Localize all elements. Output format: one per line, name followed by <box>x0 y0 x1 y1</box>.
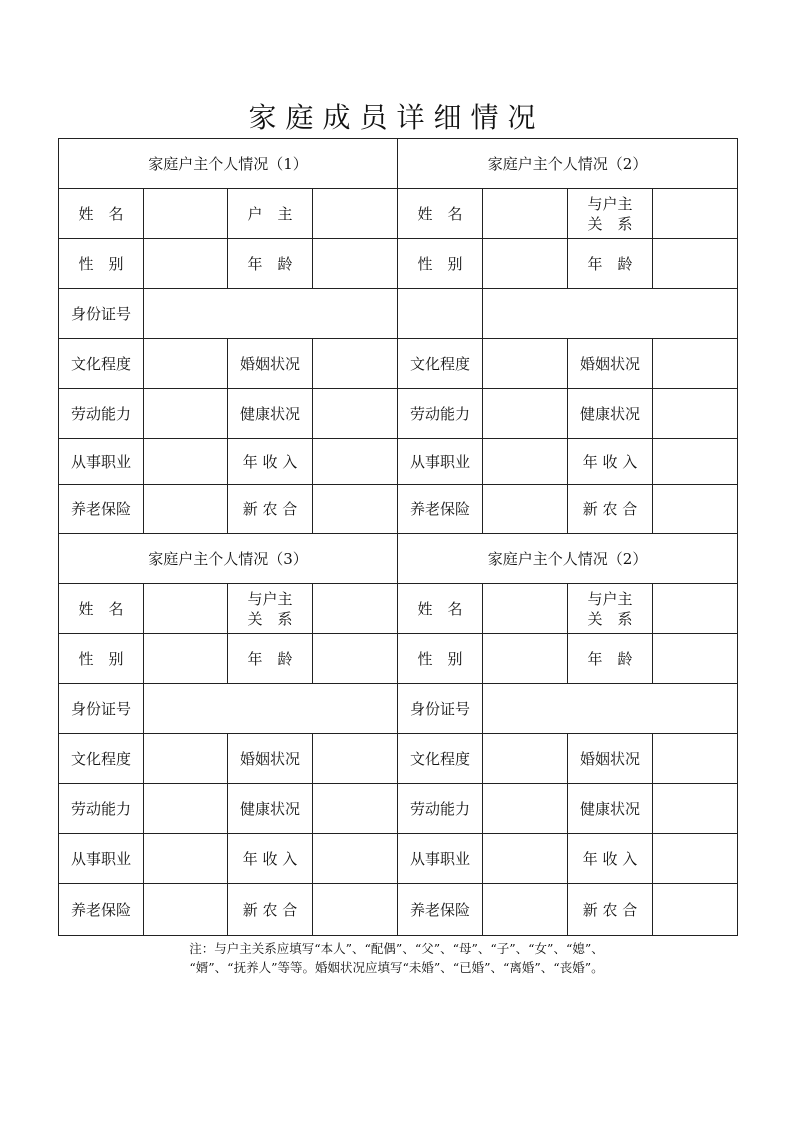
s2-right-income-field[interactable] <box>653 834 738 884</box>
s1-left-income-label: 年 收 入 <box>228 439 313 485</box>
s2-left-marital-label: 婚姻状况 <box>228 734 313 784</box>
s1-row-occupation <box>59 439 738 485</box>
s1-left-occupation-label: 从事职业 <box>59 439 144 485</box>
family-member-form <box>58 138 738 936</box>
s2-left-education-field[interactable] <box>144 734 228 784</box>
s2-right-medical-label: 新 农 合 <box>568 884 653 936</box>
s1-row-labor <box>59 389 738 439</box>
relation-line-1: 与户主 <box>247 589 293 608</box>
s2-right-id-field[interactable] <box>483 684 738 734</box>
s2-left-labor-field[interactable] <box>144 784 228 834</box>
s1-row-id <box>59 289 738 339</box>
s1-left-name-field[interactable] <box>144 189 228 239</box>
s2-right-pension-label: 养老保险 <box>398 884 483 936</box>
s2-right-age-field[interactable] <box>653 634 738 684</box>
s1-left-health-field[interactable] <box>313 389 398 439</box>
s2-left-labor-label: 劳动能力 <box>59 784 144 834</box>
s1-left-marital-label: 婚姻状况 <box>228 339 313 389</box>
s1-left-householder-field[interactable] <box>313 189 398 239</box>
s2-row-name <box>59 584 738 634</box>
s2-left-age-label: 年 龄 <box>228 634 313 684</box>
s2-right-relation-label <box>568 584 653 634</box>
s1-left-medical-label: 新 农 合 <box>228 485 313 534</box>
s2-left-pension-label: 养老保险 <box>59 884 144 936</box>
s2-right-occupation-label: 从事职业 <box>398 834 483 884</box>
s2-right-gender-field[interactable] <box>483 634 568 684</box>
s2-right-name-label: 姓 名 <box>398 584 483 634</box>
s1-right-occupation-field[interactable] <box>483 439 568 485</box>
s2-right-marital-label: 婚姻状况 <box>568 734 653 784</box>
s1-right-gender-field[interactable] <box>483 239 568 289</box>
s2-right-relation-field[interactable] <box>653 584 738 634</box>
s1-left-income-field[interactable] <box>313 439 398 485</box>
s1-right-income-label: 年 收 入 <box>568 439 653 485</box>
s1-left-labor-field[interactable] <box>144 389 228 439</box>
s1-left-labor-label: 劳动能力 <box>59 389 144 439</box>
s2-right-income-label: 年 收 入 <box>568 834 653 884</box>
s2-right-education-field[interactable] <box>483 734 568 784</box>
s1-right-marital-label: 婚姻状况 <box>568 339 653 389</box>
s2-left-medical-field[interactable] <box>313 884 398 936</box>
s1-left-education-label: 文化程度 <box>59 339 144 389</box>
s1-left-occupation-field[interactable] <box>144 439 228 485</box>
section-2-header-row <box>59 534 738 584</box>
section-1-header-row <box>59 139 738 189</box>
s1-right-medical-label: 新 农 合 <box>568 485 653 534</box>
s2-left-income-label: 年 收 入 <box>228 834 313 884</box>
s1-right-gender-label: 性 别 <box>398 239 483 289</box>
s2-right-education-label: 文化程度 <box>398 734 483 784</box>
s2-right-age-label: 年 龄 <box>568 634 653 684</box>
s1-right-occupation-label: 从事职业 <box>398 439 483 485</box>
s1-right-health-field[interactable] <box>653 389 738 439</box>
s2-left-age-field[interactable] <box>313 634 398 684</box>
footnote <box>0 939 793 977</box>
s1-left-pension-label: 养老保险 <box>59 485 144 534</box>
s1-left-id-field[interactable] <box>144 289 398 339</box>
s2-right-pension-field[interactable] <box>483 884 568 936</box>
s1-right-relation-label <box>568 189 653 239</box>
s2-row-occupation <box>59 834 738 884</box>
s2-left-medical-label: 新 农 合 <box>228 884 313 936</box>
relation-line-1: 与户主 <box>587 589 633 608</box>
s2-right-health-field[interactable] <box>653 784 738 834</box>
s2-left-health-label: 健康状况 <box>228 784 313 834</box>
s1-right-age-label: 年 龄 <box>568 239 653 289</box>
s1-row-name <box>59 189 738 239</box>
s2-left-relation-label <box>228 584 313 634</box>
s2-right-labor-field[interactable] <box>483 784 568 834</box>
s1-left-marital-field[interactable] <box>313 339 398 389</box>
s1-right-pension-label: 养老保险 <box>398 485 483 534</box>
s1-right-relation-field[interactable] <box>653 189 738 239</box>
s1-right-income-field[interactable] <box>653 439 738 485</box>
s2-right-labor-label: 劳动能力 <box>398 784 483 834</box>
s2-left-pension-field[interactable] <box>144 884 228 936</box>
s1-right-marital-field[interactable] <box>653 339 738 389</box>
footnote-line-1: 注：与户主关系应填写“本人”、“配偶”、“父”、“母”、“子”、“女”、“媳”、 <box>189 941 604 956</box>
s1-left-age-label: 年 龄 <box>228 239 313 289</box>
s2-row-labor <box>59 784 738 834</box>
s1-right-pension-field[interactable] <box>483 485 568 534</box>
s2-left-relation-field[interactable] <box>313 584 398 634</box>
s2-left-health-field[interactable] <box>313 784 398 834</box>
s2-right-health-label: 健康状况 <box>568 784 653 834</box>
s2-left-name-field[interactable] <box>144 584 228 634</box>
s1-row-education <box>59 339 738 389</box>
s1-right-health-label: 健康状况 <box>568 389 653 439</box>
s1-left-gender-label: 性 别 <box>59 239 144 289</box>
footnote-line-2: “婿”、“抚养人”等等。婚姻状况应填写“未婚”、“已婚”、“离婚”、“丧婚”。 <box>189 960 604 975</box>
s2-row-id <box>59 684 738 734</box>
s1-row-pension <box>59 485 738 534</box>
s2-right-marital-field[interactable] <box>653 734 738 784</box>
s1-right-education-label: 文化程度 <box>398 339 483 389</box>
relation-line-2: 关 系 <box>247 609 293 628</box>
s1-right-labor-label: 劳动能力 <box>398 389 483 439</box>
s1-right-labor-field[interactable] <box>483 389 568 439</box>
page-title: 家庭成员详细情况 <box>248 101 545 134</box>
s1-right-medical-field[interactable] <box>653 485 738 534</box>
s2-left-education-label: 文化程度 <box>59 734 144 784</box>
s1-right-id-field[interactable] <box>483 289 738 339</box>
s2-left-marital-field[interactable] <box>313 734 398 784</box>
s2-left-id-field[interactable] <box>144 684 398 734</box>
s2-left-occupation-field[interactable] <box>144 834 228 884</box>
s2-right-occupation-field[interactable] <box>483 834 568 884</box>
s2-left-name-label: 姓 名 <box>59 584 144 634</box>
s1-left-householder-label: 户 主 <box>228 189 313 239</box>
s1-left-gender-field[interactable] <box>144 239 228 289</box>
s1-row-gender <box>59 239 738 289</box>
section-1-right-header: 家庭户主个人情况（2） <box>398 139 738 189</box>
s2-right-gender-label: 性 别 <box>398 634 483 684</box>
s1-left-name-label: 姓 名 <box>59 189 144 239</box>
s1-right-age-field[interactable] <box>653 239 738 289</box>
s2-left-id-label: 身份证号 <box>59 684 144 734</box>
s1-right-education-field[interactable] <box>483 339 568 389</box>
s1-right-id-label <box>398 289 483 339</box>
section-2-left-header: 家庭户主个人情况（3） <box>59 534 398 584</box>
relation-line-1: 与户主 <box>587 194 633 213</box>
s1-left-medical-field[interactable] <box>313 485 398 534</box>
s1-left-id-label: 身份证号 <box>59 289 144 339</box>
s1-right-name-label: 姓 名 <box>398 189 483 239</box>
s2-row-pension <box>59 884 738 936</box>
s1-left-age-field[interactable] <box>313 239 398 289</box>
s2-right-name-field[interactable] <box>483 584 568 634</box>
s2-row-gender <box>59 634 738 684</box>
s1-left-pension-field[interactable] <box>144 485 228 534</box>
s2-left-occupation-label: 从事职业 <box>59 834 144 884</box>
s1-right-name-field[interactable] <box>483 189 568 239</box>
s2-row-education <box>59 734 738 784</box>
relation-line-2: 关 系 <box>587 609 633 628</box>
s2-right-medical-field[interactable] <box>653 884 738 936</box>
section-2-right-header: 家庭户主个人情况（2） <box>398 534 738 584</box>
s2-left-gender-label: 性 别 <box>59 634 144 684</box>
s1-left-education-field[interactable] <box>144 339 228 389</box>
section-1-left-header: 家庭户主个人情况（1） <box>59 139 398 189</box>
s2-left-income-field[interactable] <box>313 834 398 884</box>
s2-left-gender-field[interactable] <box>144 634 228 684</box>
s1-left-health-label: 健康状况 <box>228 389 313 439</box>
s2-right-id-label: 身份证号 <box>398 684 483 734</box>
relation-line-2: 关 系 <box>587 214 633 233</box>
